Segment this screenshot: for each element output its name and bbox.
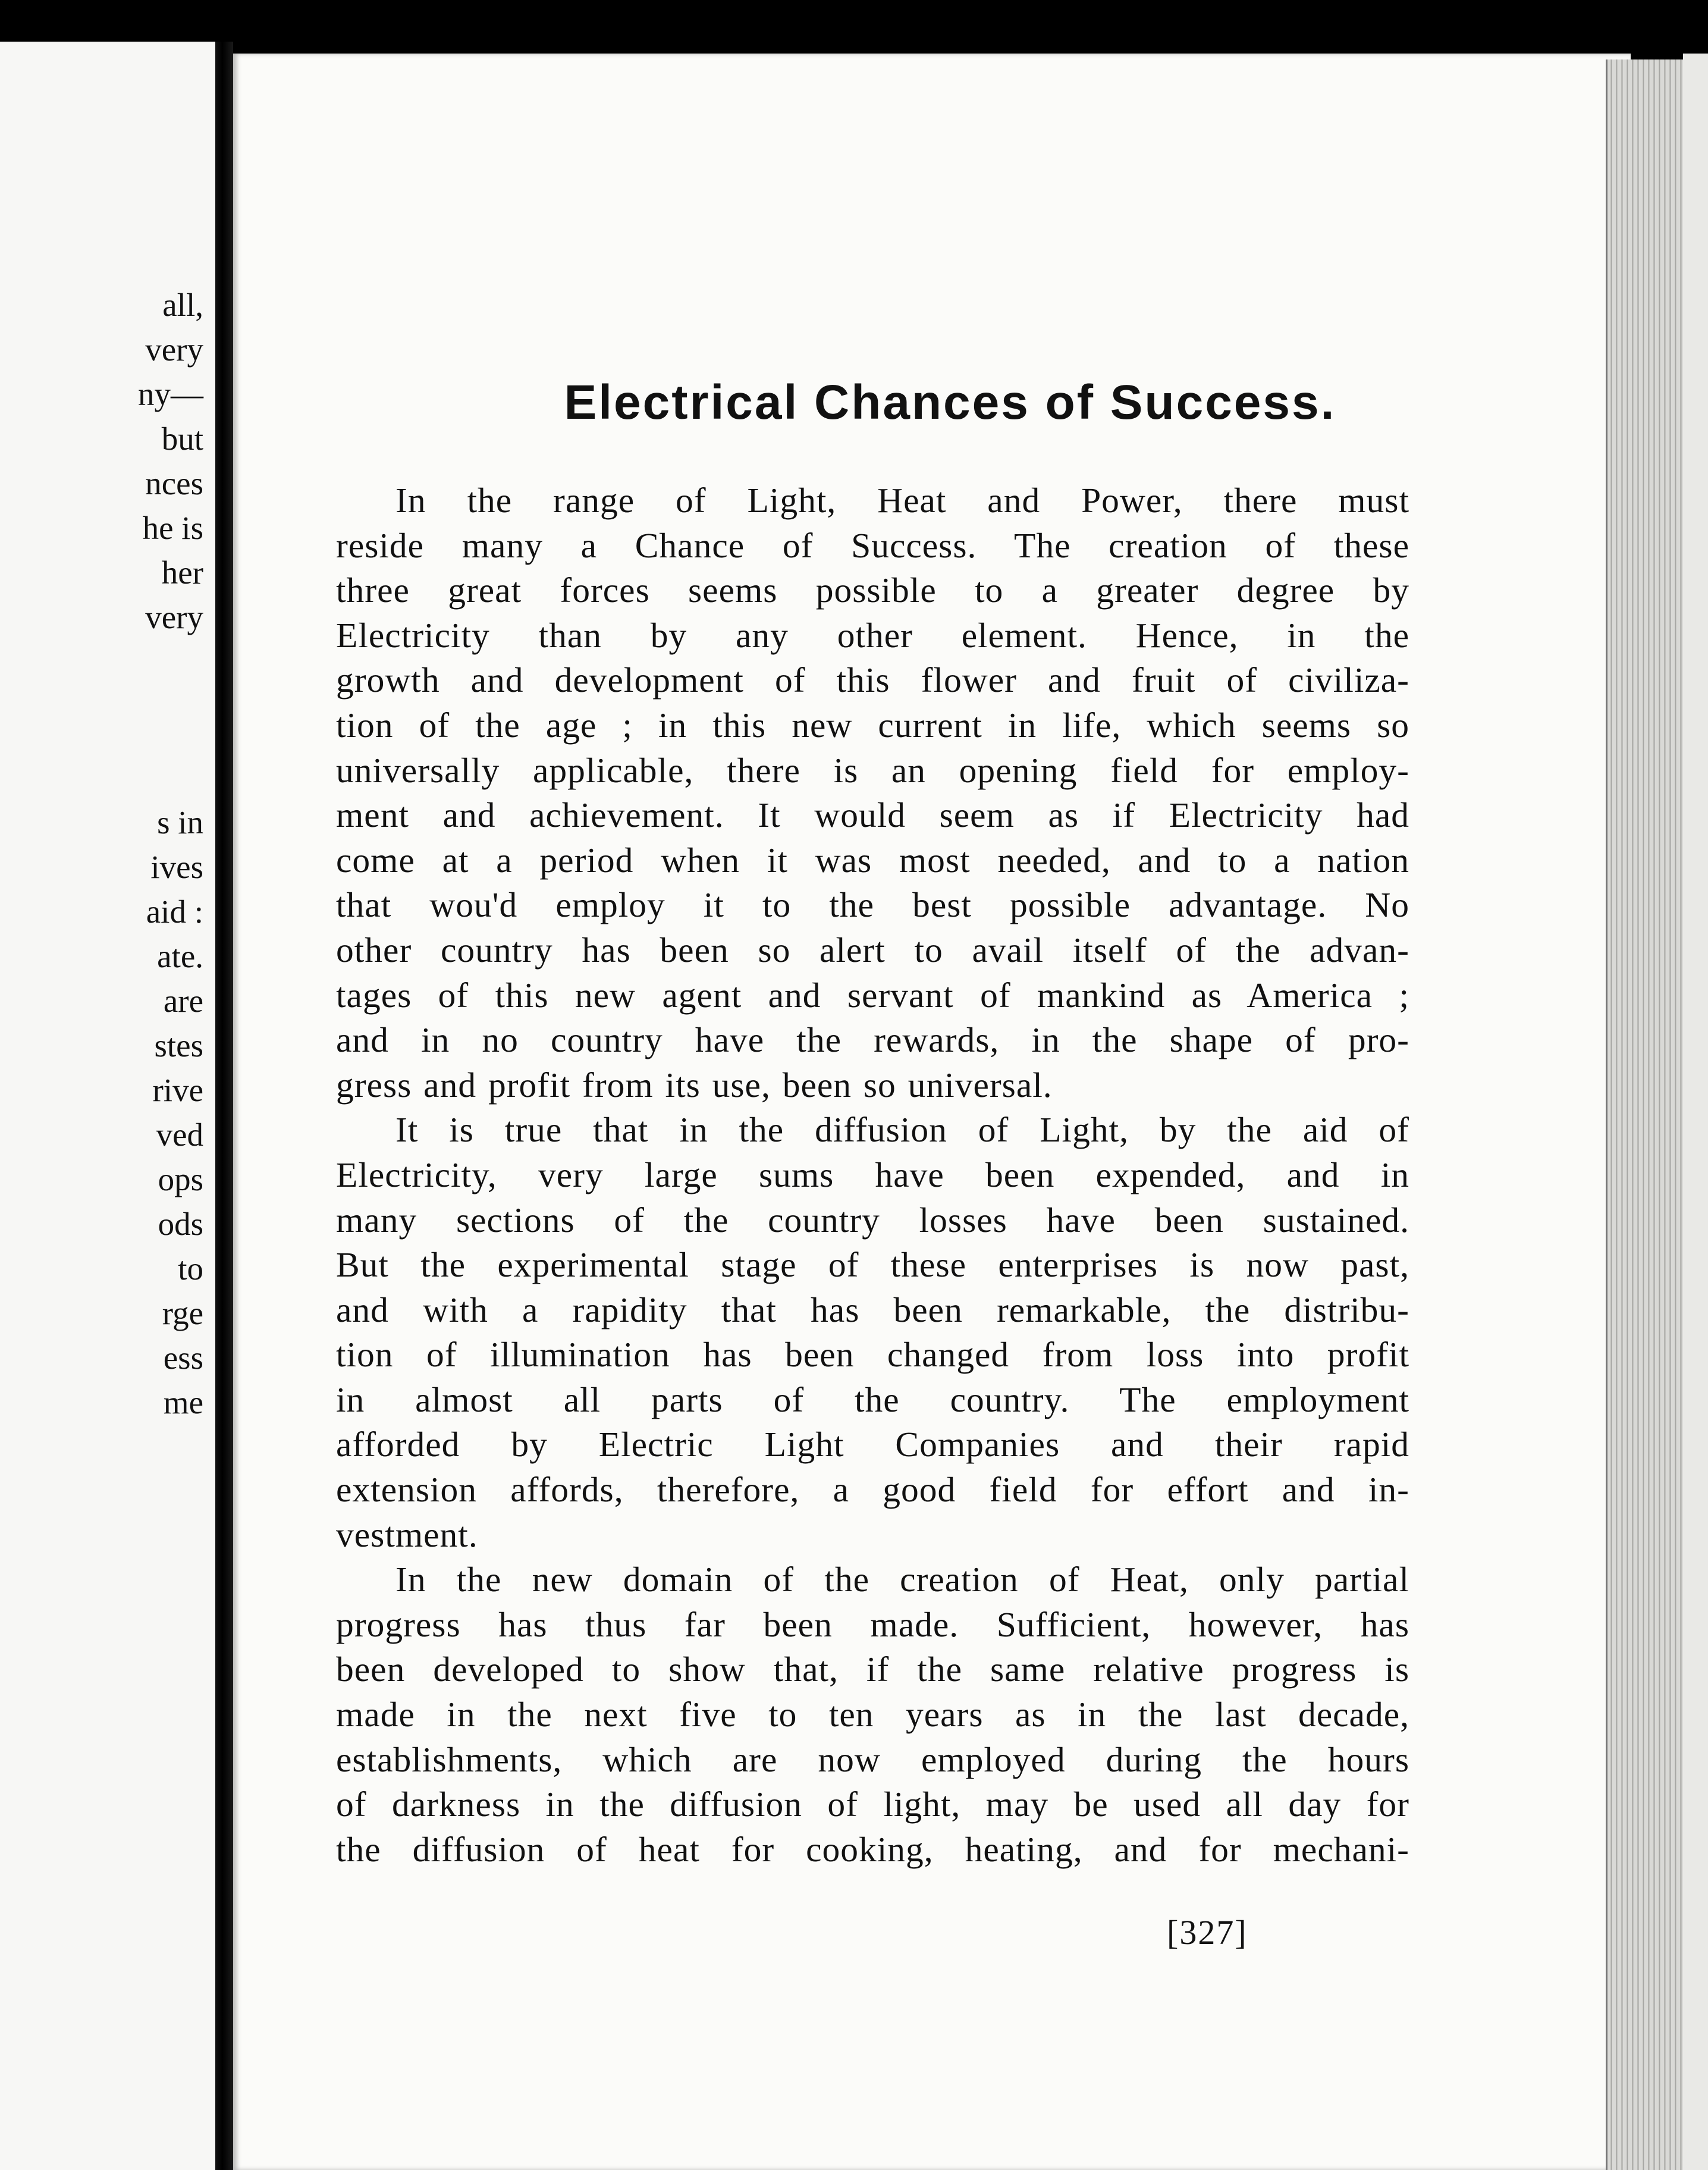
paragraph-2 bbox=[336, 1108, 1409, 1557]
text-line: vestment. bbox=[336, 1514, 478, 1554]
page-title: Electrical Chances of Success. bbox=[564, 375, 1336, 429]
facing-fragment: very bbox=[145, 599, 203, 635]
book-gutter bbox=[215, 42, 233, 2170]
text-line: of darkness in the diffusion of light, may be used all day for bbox=[336, 1785, 1409, 1824]
text-line: In the range of Light, Heat and Power, there must bbox=[395, 481, 1409, 520]
text-line: made in the next five to ten years as in the last decade, bbox=[336, 1695, 1409, 1735]
text-line: been developed to show that, if the same relative progress is bbox=[336, 1650, 1409, 1689]
page-edges bbox=[1606, 59, 1685, 2170]
text-line: that wou'd employ it to the best possible advantage. No bbox=[336, 885, 1409, 925]
facing-fragment: ved bbox=[156, 1117, 203, 1153]
text-line: gress and profit from its use, been so universal. bbox=[336, 1065, 1053, 1105]
facing-fragment: s in bbox=[157, 804, 203, 841]
facing-fragment: me bbox=[163, 1384, 203, 1420]
text-line: universally applicable, there is an opening field for employ- bbox=[336, 750, 1409, 790]
facing-fragment: rge bbox=[162, 1295, 203, 1331]
text-line: tages of this new agent and servant of mankind as America ; bbox=[336, 975, 1409, 1015]
facing-page bbox=[0, 42, 215, 2170]
text-line: extension affords, therefore, a good field for effort and in- bbox=[336, 1470, 1409, 1510]
facing-fragment: all, bbox=[162, 287, 203, 323]
text-line: the diffusion of heat for cooking, heating, and for mechani- bbox=[336, 1829, 1409, 1869]
facing-fragment: ives bbox=[150, 849, 203, 885]
text-line: afforded by Electric Light Companies and their rapid bbox=[336, 1425, 1409, 1465]
text-line: many sections of the country losses have been sustained. bbox=[336, 1200, 1409, 1240]
text-line: ment and achievement. It would seem as if Electricity had bbox=[336, 795, 1409, 835]
text-line: and with a rapidity that has been remarkable, the distribu- bbox=[336, 1290, 1409, 1329]
facing-fragment: ny— bbox=[138, 376, 203, 412]
facing-fragment: stes bbox=[154, 1027, 203, 1064]
facing-fragment: aid : bbox=[146, 893, 203, 930]
text-line: and in no country have the rewards, in the shape of pro- bbox=[336, 1020, 1409, 1060]
page-edge-margin bbox=[1683, 54, 1708, 2170]
text-line: progress has thus far been made. Sufficient, however, has bbox=[336, 1604, 1409, 1644]
text-line: Electricity than by any other element. Hence, in the bbox=[336, 615, 1409, 655]
facing-fragment: ops bbox=[158, 1161, 203, 1197]
text-line: come at a period when it was most needed, and to a nation bbox=[336, 840, 1409, 880]
facing-fragment: ess bbox=[163, 1340, 203, 1376]
facing-fragment: rive bbox=[152, 1072, 203, 1108]
text-line: tion of illumination has been changed from loss into profit bbox=[336, 1335, 1409, 1375]
facing-fragment: her bbox=[161, 554, 203, 591]
facing-page-text bbox=[138, 283, 203, 1425]
text-line: Electricity, very large sums have been expended, and in bbox=[336, 1155, 1409, 1194]
page-number: [327] bbox=[1167, 1913, 1248, 1952]
paragraph-3 bbox=[336, 1557, 1409, 1872]
facing-fragment: are bbox=[163, 983, 203, 1019]
text-line: In the new domain of the creation of Heat, only partial bbox=[395, 1560, 1409, 1600]
facing-fragment: to bbox=[178, 1250, 203, 1287]
text-line: But the experimental stage of these enterprises is now past, bbox=[336, 1245, 1409, 1285]
text-line: growth and development of this flower and fruit of civiliza- bbox=[336, 660, 1409, 700]
text-line: in almost all parts of the country. The employment bbox=[336, 1379, 1409, 1419]
text-line: tion of the age ; in this new current in life, which seems so bbox=[336, 705, 1409, 745]
text-line: reside many a Chance of Success. The creation of these bbox=[336, 525, 1409, 565]
facing-fragment: but bbox=[161, 421, 203, 457]
facing-fragment: ods bbox=[158, 1206, 203, 1242]
facing-fragment: very bbox=[145, 331, 203, 368]
facing-fragment: he is bbox=[142, 510, 203, 546]
text-line: other country has been so alert to avail itself of the advan- bbox=[336, 930, 1409, 970]
paragraph-1 bbox=[336, 478, 1409, 1108]
facing-fragment: nces bbox=[145, 465, 203, 501]
facing-fragment: ate. bbox=[157, 938, 203, 974]
text-line: establishments, which are now employed during the hours bbox=[336, 1739, 1409, 1779]
text-line: It is true that in the diffusion of Light, by the aid of bbox=[395, 1110, 1409, 1150]
page-content bbox=[336, 375, 1409, 1872]
text-line: three great forces seems possible to a greater degree by bbox=[336, 570, 1409, 610]
